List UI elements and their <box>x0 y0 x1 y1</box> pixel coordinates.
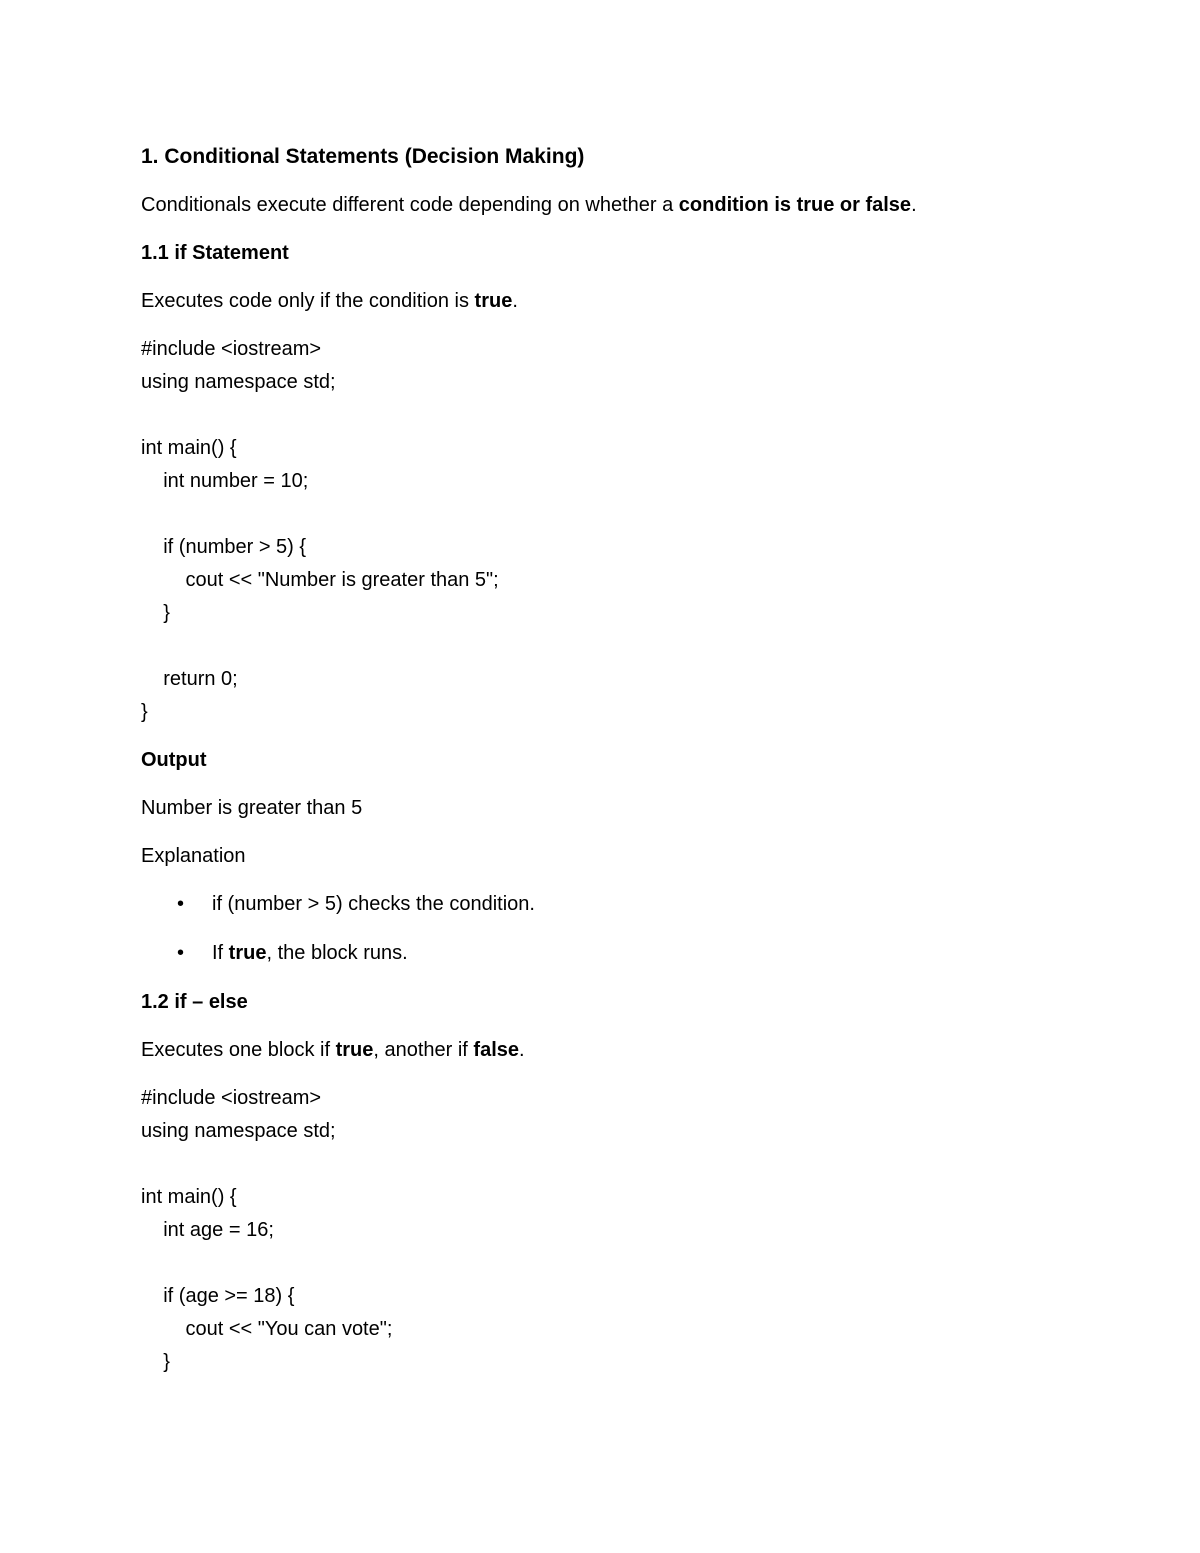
intro-end: . <box>911 194 917 216</box>
intro-text: Conditionals execute different code depending on whether a <box>141 194 679 216</box>
bullet-bold-text: true <box>228 942 267 964</box>
list-item <box>141 888 1061 921</box>
output-text: Number is greater than 5 <box>141 797 363 819</box>
bullet-icon: • <box>177 942 185 964</box>
subsection-ifelse-description <box>141 1034 1061 1067</box>
code-block-ifelse: #include <iostream> using namespace std; int main() { int age = 16; if (age >= 18) { cout << "You can vote"; } <box>141 1087 393 1373</box>
ifelse-desc-end: . <box>519 1039 525 1061</box>
if-desc-end: . <box>512 290 518 312</box>
if-desc-text: Executes code only if the condition is <box>141 290 475 312</box>
subsection-if-title: 1.1 if Statement <box>141 242 289 264</box>
subsection-if-description <box>141 285 1061 318</box>
section-title: 1. Conditional Statements (Decision Making) <box>141 145 585 168</box>
intro-bold-text: condition is true or false <box>678 194 912 216</box>
document-content <box>141 140 1061 1394</box>
ifelse-desc-bold-false: false <box>473 1039 520 1061</box>
ifelse-desc-bold-true: true <box>335 1039 374 1061</box>
section-intro <box>141 189 1061 222</box>
bullet-text: if (number > 5) checks the condition. <box>212 893 535 915</box>
ifelse-desc-text: Executes one block if <box>141 1039 336 1061</box>
explanation-heading: Explanation <box>141 845 246 867</box>
explanation-list <box>141 888 1061 970</box>
code-block-if: #include <iostream> using namespace std; int main() { int number = 10; if (number > 5) { cout << "Number is greater than 5"; } return 0; } <box>141 338 499 723</box>
output-heading: Output <box>141 749 207 771</box>
list-item <box>141 937 1061 970</box>
bullet-icon: • <box>177 893 185 915</box>
if-desc-bold: true <box>474 290 513 312</box>
bullet-text-end: , the block runs. <box>266 942 408 964</box>
subsection-ifelse-title: 1.2 if – else <box>141 991 248 1013</box>
bullet-text: If <box>212 942 229 964</box>
ifelse-desc-mid: , another if <box>373 1039 474 1061</box>
